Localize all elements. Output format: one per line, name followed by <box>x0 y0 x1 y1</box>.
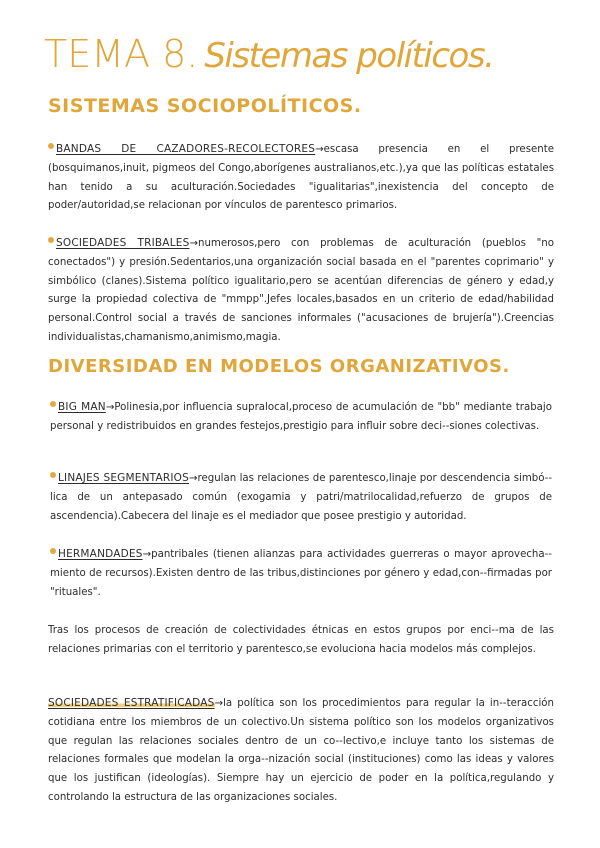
paragraph-estratificadas-text: →la política son los procedimientos para regular la in--teracción cotidiana entre los miembros de un colectivo.Un sistema político son los modelos organizativos que regulan las relaciones sociales dentro de un co--lectivo,e incluye tanto los sistemas de relaciones formales que modelan la orga--nización social (instituciones) como las ideas y valores que los justifican (ideologías). Siempre hay un ejercicio de poder en la política,regulando y controlando la estructura de las organizaciones sociales. <box>48 698 554 803</box>
paragraph-bandas <box>48 140 554 216</box>
term-linajes: LINAJES SEGMENTARIOS <box>58 472 189 484</box>
paragraph-linajes-text: →regulan las relaciones de parentesco,linaje por descendencia simbó--lica de un antepasado común (exogamia y patri/matrilocalidad,refuerzo de grupos de ascendencia).Cabecera del linaje es el mediador que posee prestigio y autoridad. <box>50 473 552 522</box>
paragraph-tras <box>48 622 554 660</box>
paragraph-tribales-text: →numerosos,pero con problemas de aculturación (pueblos "no conectados") y presión.Sedentarios,una organización social basada en el "parentes coprimario" y simbólico (clanes).Sistema político igualitario,pero se acentúan diferencias de género y edad,y surge la propiedad colectiva de "mmpp".Jefes locales,basados en un criterio de edad/habilidad personal.Control social a través de sanciones informales ("acusaciones de brujería").Creencias individualistas,chamanismo,animismo,magia. <box>48 238 554 343</box>
title-topic-name: Sistemas políticos. <box>204 36 494 76</box>
term-bandas: BANDAS DE CAZADORES-RECOLECTORES <box>56 143 316 155</box>
term-estratificadas: SOCIEDADES ESTRATIFICADAS <box>48 697 215 709</box>
paragraph-hermandades-text: →pantribales (tienen alianzas para actividades guerreras o mayor aprovecha--miento de recursos).Existen dentro de las tribus,distinciones por género y edad,con--firmadas por "rituales". <box>50 549 552 598</box>
paragraph-linajes <box>50 469 552 526</box>
section-heading-sociopoliticos: SISTEMAS SOCIOPOLÍTICOS. <box>48 95 362 117</box>
term-tribales: SOCIEDADES TRIBALES <box>56 237 190 249</box>
bullet-dot-icon <box>50 472 56 478</box>
paragraph-estratificadas <box>48 694 554 808</box>
paragraph-tras-text: Tras los procesos de creación de colectividades étnicas en estos grupos por enci--ma de las relaciones primarias con el territorio y parentesco,se evoluciona hacia modelos más complejos. <box>48 625 554 655</box>
section-heading-diversidad: DIVERSIDAD EN MODELOS ORGANIZATIVOS. <box>48 356 510 377</box>
paragraph-bigman-text: →Polinesia,por influencia supralocal,proceso de acumulación de "bb" mediante trabajo personal y redistribuidos en grandes festejos,prestigio para influir sobre deci--siones colectivas. <box>50 402 552 432</box>
term-bigman: BIG MAN <box>58 401 106 413</box>
paragraph-bandas-text: →escasa presencia en el presente (bosquimanos,inuit, pigmeos del Congo,aborígenes australianos,etc.),ya que las políticas estatales han tenido a su aculturación.Sociedades "igualitarias",inexistencia del concepto de poder/autoridad,se relacionan por vínculos de parentesco primarios. <box>48 144 554 212</box>
bullet-dot-icon <box>48 237 54 243</box>
bullet-dot-icon <box>50 548 56 554</box>
term-hermandades: HERMANDADES <box>58 548 143 560</box>
page-title <box>44 32 493 78</box>
title-topic-number: TEMA 8. <box>44 32 199 76</box>
paragraph-hermandades <box>50 545 552 602</box>
bullet-dot-icon <box>50 401 56 407</box>
paragraph-bigman <box>50 398 552 437</box>
paragraph-tribales <box>48 234 554 348</box>
bullet-dot-icon <box>48 143 54 149</box>
